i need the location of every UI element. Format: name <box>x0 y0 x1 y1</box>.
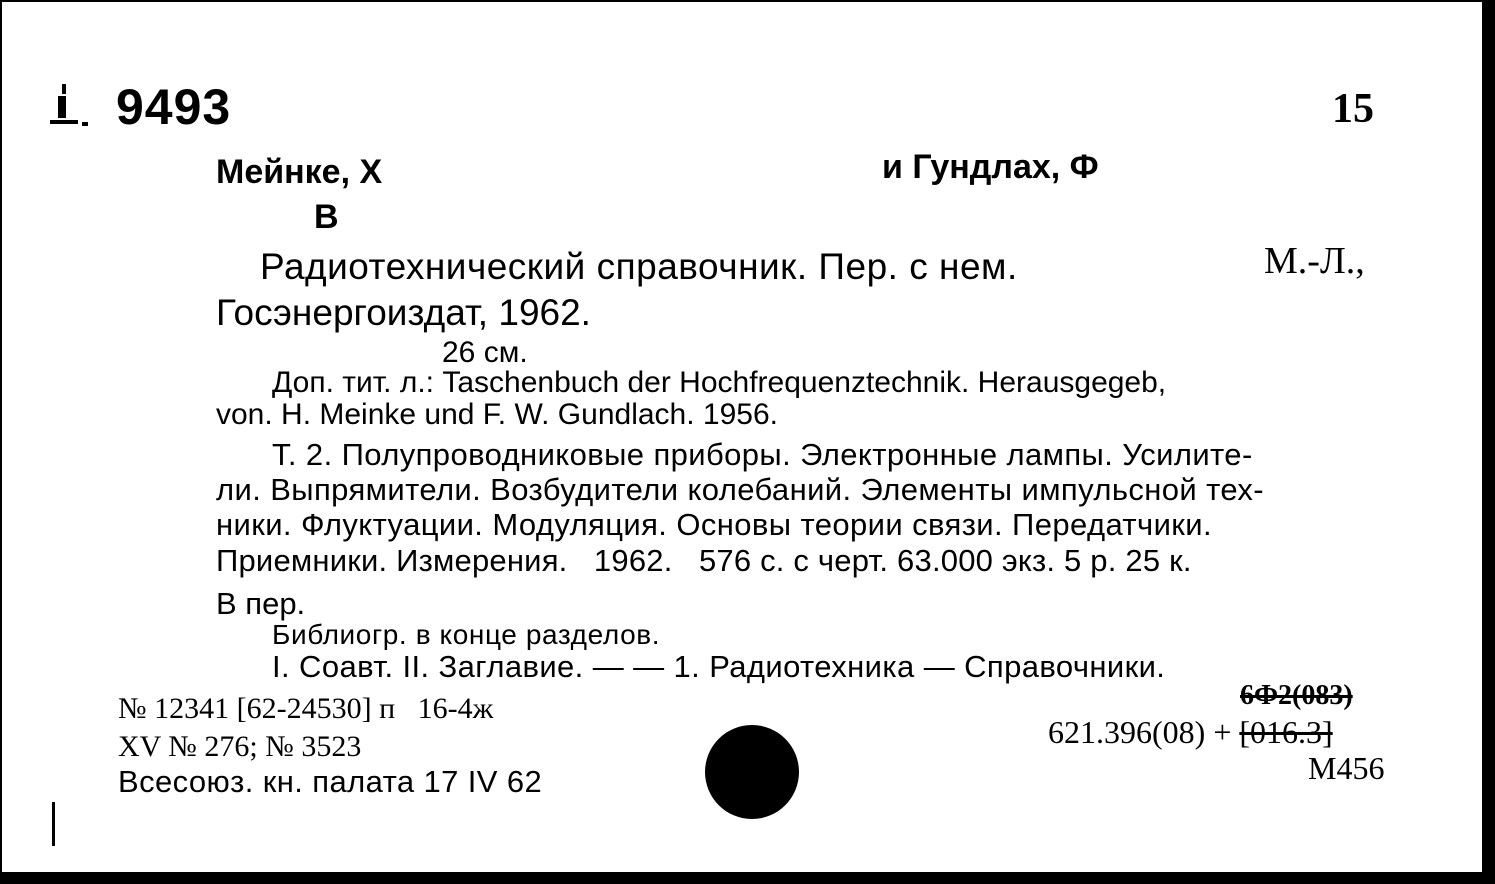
author-mark: М456 <box>1308 750 1385 786</box>
udc-struck: [016.3] <box>1239 714 1333 750</box>
punch-hole <box>705 725 799 819</box>
call-number: 9493 <box>116 79 232 135</box>
classification-struck: 6Ф2(083) <box>1240 680 1353 711</box>
publisher-line: Госэнергоиздат, 1962. <box>216 292 591 333</box>
book-chamber-line: Всесоюз. кн. палата 17 IV 62 <box>118 764 543 799</box>
author-heading: Мейнке, Х <box>216 153 383 191</box>
title-line: Радиотехнический справочник. Пер. с нем. <box>260 246 1018 287</box>
margin-mark <box>52 802 55 846</box>
registration-number: № 12341 [62-24530] п 16-4ж <box>118 692 494 725</box>
coauthor-heading: и Гундлах, Ф <box>882 148 1099 186</box>
stamp-mark-icon <box>48 82 92 130</box>
dimensions: 26 см. <box>442 336 528 369</box>
publication-place: М.-Л., <box>1264 240 1365 282</box>
card-count: 15 <box>1332 86 1374 132</box>
udc-line <box>1048 716 1333 748</box>
binding-note: В пер. <box>216 586 306 621</box>
contents-line-4: Приемники. Измерения. 1962. 576 с. с черт. 63.000 экз. 5 р. 25 к. <box>216 543 1192 578</box>
tracings: I. Соавт. II. Заглавие. — — 1. Радиотехника — Справочники. <box>272 649 1166 684</box>
original-title-line-2: von. H. Meinke und F. W. Gundlach. 1956. <box>216 398 778 431</box>
contents-line-1: Т. 2. Полупроводниковые приборы. Электронные лампы. Усилите- <box>272 437 1253 472</box>
contents-line-3: ники. Флуктуации. Модуляция. Основы теории связи. Передатчики. <box>216 507 1212 542</box>
udc-code: 621.396(08) + <box>1048 714 1240 750</box>
series-number: XV № 276; № 3523 <box>118 730 362 763</box>
original-title-line-1: Доп. тит. л.: Taschenbuch der Hochfrequenztechnik. Herausgegeb, <box>272 366 1167 399</box>
bibliography-note: Библиогр. в конце разделов. <box>272 619 661 650</box>
author-initial: В <box>314 198 339 236</box>
contents-line-2: ли. Выпрямители. Возбудители колебаний. Элементы импульсной тех- <box>216 472 1264 507</box>
